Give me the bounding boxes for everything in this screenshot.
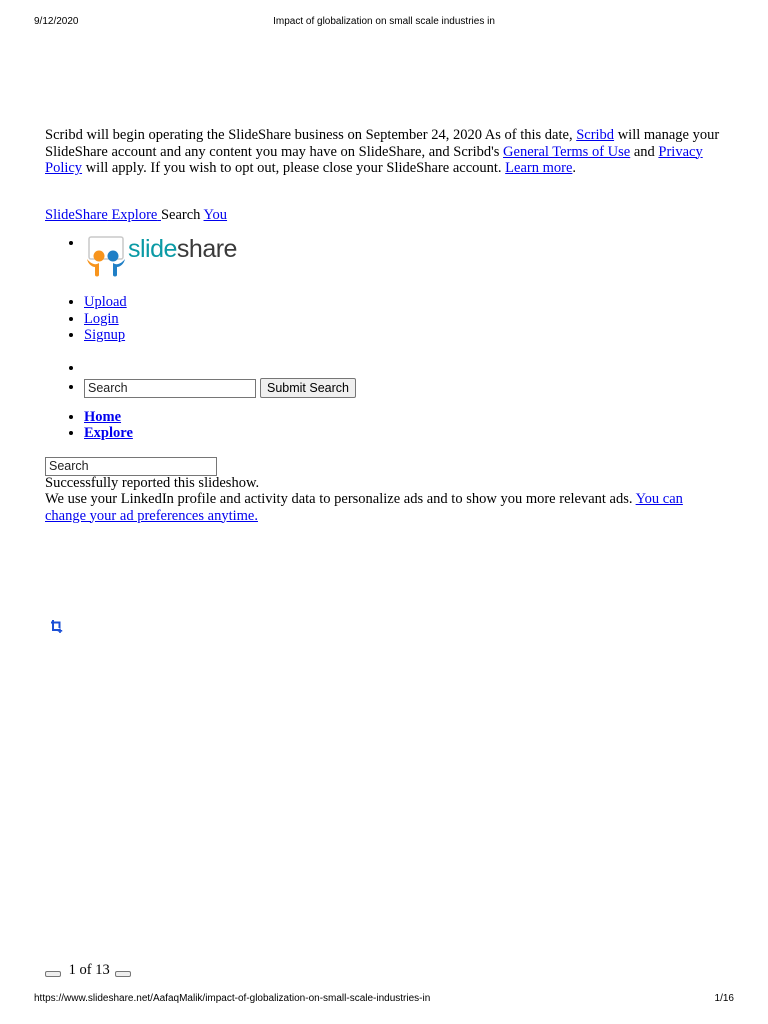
secondary-search — [45, 457, 217, 476]
notice-text-3: and — [630, 143, 659, 160]
secondary-search-input[interactable]: Search — [45, 457, 217, 476]
submit-search-button[interactable]: Submit Search — [260, 378, 356, 398]
print-date: 9/12/2020 — [34, 16, 79, 27]
auth-links — [45, 294, 127, 344]
scribd-link[interactable]: Scribd — [576, 127, 615, 143]
ads-text: We use your LinkedIn profile and activity data to personalize ads and to show you more relevant ads. — [45, 491, 636, 507]
auth-item-signup — [84, 327, 127, 344]
nav-item-home — [84, 409, 133, 425]
slideshare-logo[interactable] — [84, 235, 246, 279]
search-input[interactable]: Search — [84, 379, 256, 398]
scribd-notice — [45, 127, 725, 177]
upload-link[interactable]: Upload — [84, 294, 127, 310]
notice-text-1: Scribd will begin operating the SlideShare business on September 24, 2020 As of this date, — [45, 127, 577, 143]
print-footer — [0, 993, 768, 1009]
print-header — [0, 16, 768, 32]
slide-pager — [45, 962, 131, 979]
clip-glyph — [50, 619, 65, 634]
print-url: https://www.slideshare.net/AafaqMalik/impact-of-globalization-on-small-scale-industries-in — [34, 993, 431, 1004]
topnav-search-label: Search — [160, 207, 201, 223]
explore-link[interactable]: Explore — [84, 425, 133, 441]
explore-link-label: Explore — [111, 207, 158, 223]
slideshare-wordmark — [128, 235, 237, 263]
pager-of: of — [79, 962, 92, 978]
ads-notice — [45, 491, 715, 524]
main-nav — [45, 409, 133, 441]
slideshare-link-label: SlideShare — [45, 207, 108, 223]
print-page-number: 1/16 — [714, 993, 734, 1004]
learn-more-link[interactable]: Learn more — [505, 160, 573, 176]
notice-text-4: will apply. If you wish to opt out, please close your SlideShare account. — [82, 160, 506, 176]
slideshare-explore-link[interactable] — [45, 207, 161, 223]
logo-item — [84, 235, 246, 279]
slideshare-people-icon — [84, 235, 128, 279]
empty-list-item — [84, 360, 356, 378]
clip-slide-icon[interactable] — [50, 619, 65, 634]
report-confirmation: Successfully reported this slideshow. — [45, 475, 260, 491]
print-title: Impact of globalization on small scale industries in — [273, 16, 495, 27]
pager-total: 13 — [95, 962, 110, 978]
notice-text-2: will manage your SlideShare account and any content you may have on SlideShare, and Scribd's — [45, 127, 720, 160]
pager-text — [69, 962, 110, 978]
wordmark-slide: slide — [128, 235, 177, 263]
page-content — [45, 127, 725, 524]
search-list — [45, 360, 356, 402]
logo-list — [45, 235, 246, 279]
privacy-link[interactable]: Privacy Policy — [45, 143, 703, 176]
wordmark-share: share — [176, 235, 237, 263]
login-link[interactable]: Login — [84, 310, 119, 327]
auth-item-login — [84, 311, 127, 328]
signup-link[interactable]: Signup — [84, 327, 126, 343]
top-nav — [45, 207, 227, 224]
next-slide-button[interactable] — [115, 971, 131, 977]
terms-link[interactable]: General Terms of Use — [503, 143, 631, 160]
search-form-item — [84, 378, 356, 402]
you-link[interactable]: You — [203, 207, 228, 223]
notice-text-5: . — [572, 160, 577, 176]
nav-item-explore — [84, 425, 133, 441]
previous-slide-button[interactable] — [45, 971, 61, 977]
home-link[interactable]: Home — [84, 409, 122, 425]
auth-item-upload — [84, 294, 127, 311]
ad-preferences-link[interactable]: You can change your ad preferences anytime. — [45, 491, 683, 524]
pager-current: 1 — [68, 962, 76, 978]
